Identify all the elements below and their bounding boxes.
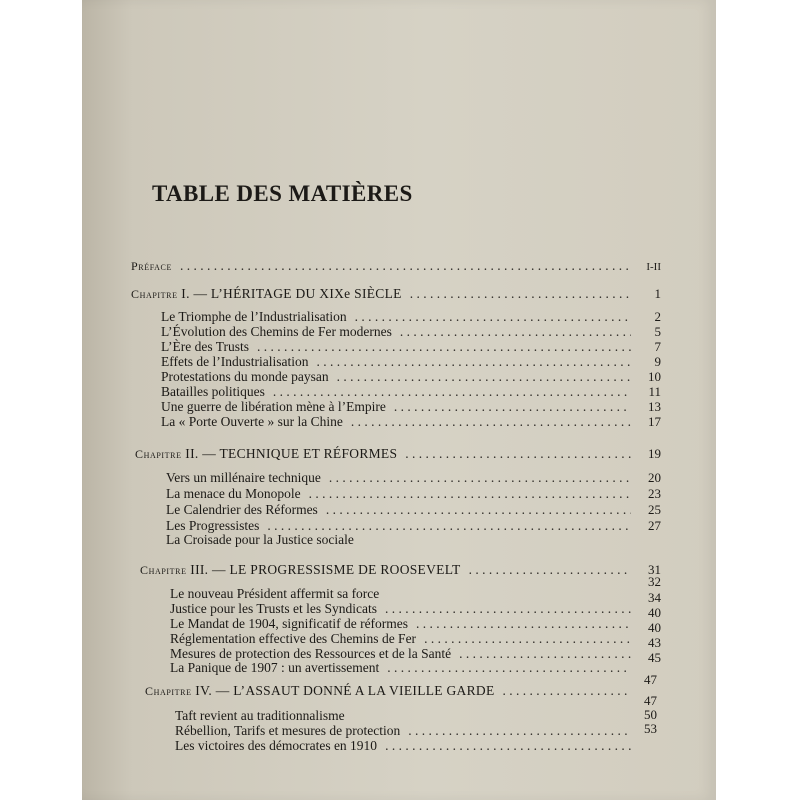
chapter-heading bbox=[135, 446, 397, 462]
section-label: Le Triomphe de l’Industrialisation bbox=[161, 309, 347, 324]
section-label: Effets de l’Industrialisation bbox=[161, 354, 309, 369]
chapter-title: — L’ASSAUT DONNÉ A LA VIEILLE GARDE bbox=[215, 683, 495, 698]
section-page: 34 bbox=[648, 590, 661, 605]
toc-chapter-1 bbox=[131, 286, 661, 302]
dot-leader bbox=[355, 309, 631, 325]
section-label: Les Progressistes bbox=[166, 518, 260, 533]
section-label: Batailles politiques bbox=[161, 384, 265, 399]
chapter-prefix: Chapitre bbox=[140, 563, 187, 577]
section-page: 45 bbox=[648, 650, 661, 665]
toc-section bbox=[161, 369, 661, 385]
section-label: Les victoires des démocrates en 1910 bbox=[175, 738, 378, 753]
chapter-page: 31 bbox=[648, 562, 661, 577]
section-label: Mesures de protection des Ressources et de la Santé bbox=[170, 646, 452, 661]
section-page: 40 bbox=[648, 620, 661, 635]
toc-section bbox=[175, 738, 661, 754]
toc-section bbox=[161, 324, 661, 340]
dot-leader bbox=[351, 414, 631, 430]
chapter-page: 47 bbox=[644, 672, 657, 687]
toc-section bbox=[175, 708, 661, 724]
toc-section bbox=[161, 309, 661, 325]
dot-leader bbox=[408, 723, 631, 739]
chapter-page: 19 bbox=[648, 446, 661, 461]
dot-leader bbox=[385, 601, 631, 617]
toc-section bbox=[166, 470, 661, 486]
chapter-prefix: Chapitre bbox=[135, 447, 182, 461]
dot-leader bbox=[410, 286, 631, 302]
dot-leader bbox=[405, 446, 631, 462]
toc-section bbox=[161, 384, 661, 400]
dot-leader bbox=[416, 616, 631, 632]
chapter-numeral: IV. bbox=[195, 683, 213, 698]
dot-leader bbox=[400, 324, 631, 340]
section-label: Le Mandat de 1904, significatif de réformes bbox=[170, 616, 409, 631]
toc-section bbox=[161, 399, 661, 415]
toc-section bbox=[170, 616, 661, 632]
toc-section bbox=[175, 723, 661, 739]
dot-leader bbox=[316, 354, 631, 370]
section-page: 7 bbox=[654, 339, 661, 354]
section-label: L’Évolution des Chemins de Fer modernes bbox=[161, 324, 392, 339]
section-page: 9 bbox=[654, 354, 661, 369]
section-label: Rébellion, Tarifs et mesures de protection bbox=[175, 723, 401, 738]
section-page: 10 bbox=[648, 369, 661, 384]
chapter-numeral: II. bbox=[185, 446, 199, 461]
section-page: 40 bbox=[648, 605, 661, 620]
dot-leader bbox=[469, 562, 631, 578]
section-page: 32 bbox=[648, 574, 661, 589]
toc-chapter-2 bbox=[135, 446, 661, 462]
section-label: La Croisade pour la Justice sociale bbox=[166, 532, 354, 547]
toc-section bbox=[170, 601, 661, 617]
section-page: 43 bbox=[648, 635, 661, 650]
dot-leader bbox=[424, 631, 631, 647]
section-page: 13 bbox=[648, 399, 661, 414]
toc-section bbox=[166, 532, 661, 548]
chapter-page: 1 bbox=[654, 286, 661, 301]
preface-label: Préface bbox=[131, 259, 172, 273]
section-page: 50 bbox=[644, 707, 657, 722]
toc-chapter-3 bbox=[140, 562, 661, 578]
section-label: Une guerre de libération mène à l’Empire bbox=[161, 399, 386, 414]
dot-leader bbox=[329, 470, 631, 486]
toc-section bbox=[170, 586, 661, 602]
preface-page: I-II bbox=[646, 261, 661, 273]
section-label: Vers un millénaire technique bbox=[166, 470, 321, 485]
toc-chapter-4 bbox=[145, 683, 661, 699]
section-label: La menace du Monopole bbox=[166, 486, 301, 501]
toc-preface bbox=[131, 258, 661, 274]
dot-leader bbox=[385, 738, 631, 754]
section-label: Protestations du monde paysan bbox=[161, 369, 329, 384]
dot-leader bbox=[503, 683, 631, 699]
dot-leader bbox=[387, 660, 631, 676]
chapter-title: — LE PROGRESSISME DE ROOSEVELT bbox=[212, 562, 461, 577]
chapter-title: — TECHNIQUE ET RÉFORMES bbox=[202, 446, 398, 461]
section-page: 20 bbox=[648, 470, 661, 485]
section-page: 11 bbox=[648, 384, 661, 399]
section-label: Le Calendrier des Réformes bbox=[166, 502, 318, 517]
section-page: 2 bbox=[654, 309, 661, 324]
dot-leader bbox=[326, 502, 631, 518]
toc-section bbox=[161, 354, 661, 370]
section-label: Le nouveau Président affermit sa force bbox=[170, 586, 380, 601]
section-page: 23 bbox=[648, 486, 661, 501]
section-label: La « Porte Ouverte » sur la Chine bbox=[161, 414, 343, 429]
section-page: 5 bbox=[654, 324, 661, 339]
section-label: Justice pour les Trusts et les Syndicats bbox=[170, 601, 378, 616]
dot-leader bbox=[337, 369, 631, 385]
section-label: Taft revient au traditionnalisme bbox=[175, 708, 345, 723]
chapter-heading bbox=[145, 683, 495, 699]
toc-section bbox=[166, 502, 661, 518]
toc-section bbox=[166, 486, 661, 502]
toc-section bbox=[170, 660, 661, 676]
section-page: 25 bbox=[648, 502, 661, 517]
chapter-prefix: Chapitre bbox=[131, 287, 178, 301]
section-page: 17 bbox=[648, 414, 661, 429]
chapter-heading bbox=[140, 562, 461, 578]
chapter-prefix: Chapitre bbox=[145, 684, 192, 698]
chapter-title: — L’HÉRITAGE DU XIXe SIÈCLE bbox=[193, 286, 402, 301]
toc-section bbox=[161, 414, 661, 430]
page-title: TABLE DES MATIÈRES bbox=[152, 181, 413, 206]
dot-leader bbox=[257, 339, 631, 355]
dot-leader bbox=[309, 486, 631, 502]
section-label: L’Ère des Trusts bbox=[161, 339, 250, 354]
chapter-numeral: III. bbox=[190, 562, 209, 577]
chapter-numeral: I. bbox=[181, 286, 190, 301]
section-label: La Panique de 1907 : un avertissement bbox=[170, 660, 380, 675]
section-page: 47 bbox=[644, 693, 657, 708]
toc-section bbox=[161, 339, 661, 355]
dot-leader bbox=[273, 384, 631, 400]
dot-leader bbox=[394, 399, 631, 415]
chapter-heading bbox=[131, 286, 402, 302]
section-page: 53 bbox=[644, 721, 657, 736]
section-label: Réglementation effective des Chemins de Fer bbox=[170, 631, 417, 646]
toc-section bbox=[170, 631, 661, 647]
section-page: 27 bbox=[648, 518, 661, 533]
dot-leader bbox=[180, 258, 631, 274]
